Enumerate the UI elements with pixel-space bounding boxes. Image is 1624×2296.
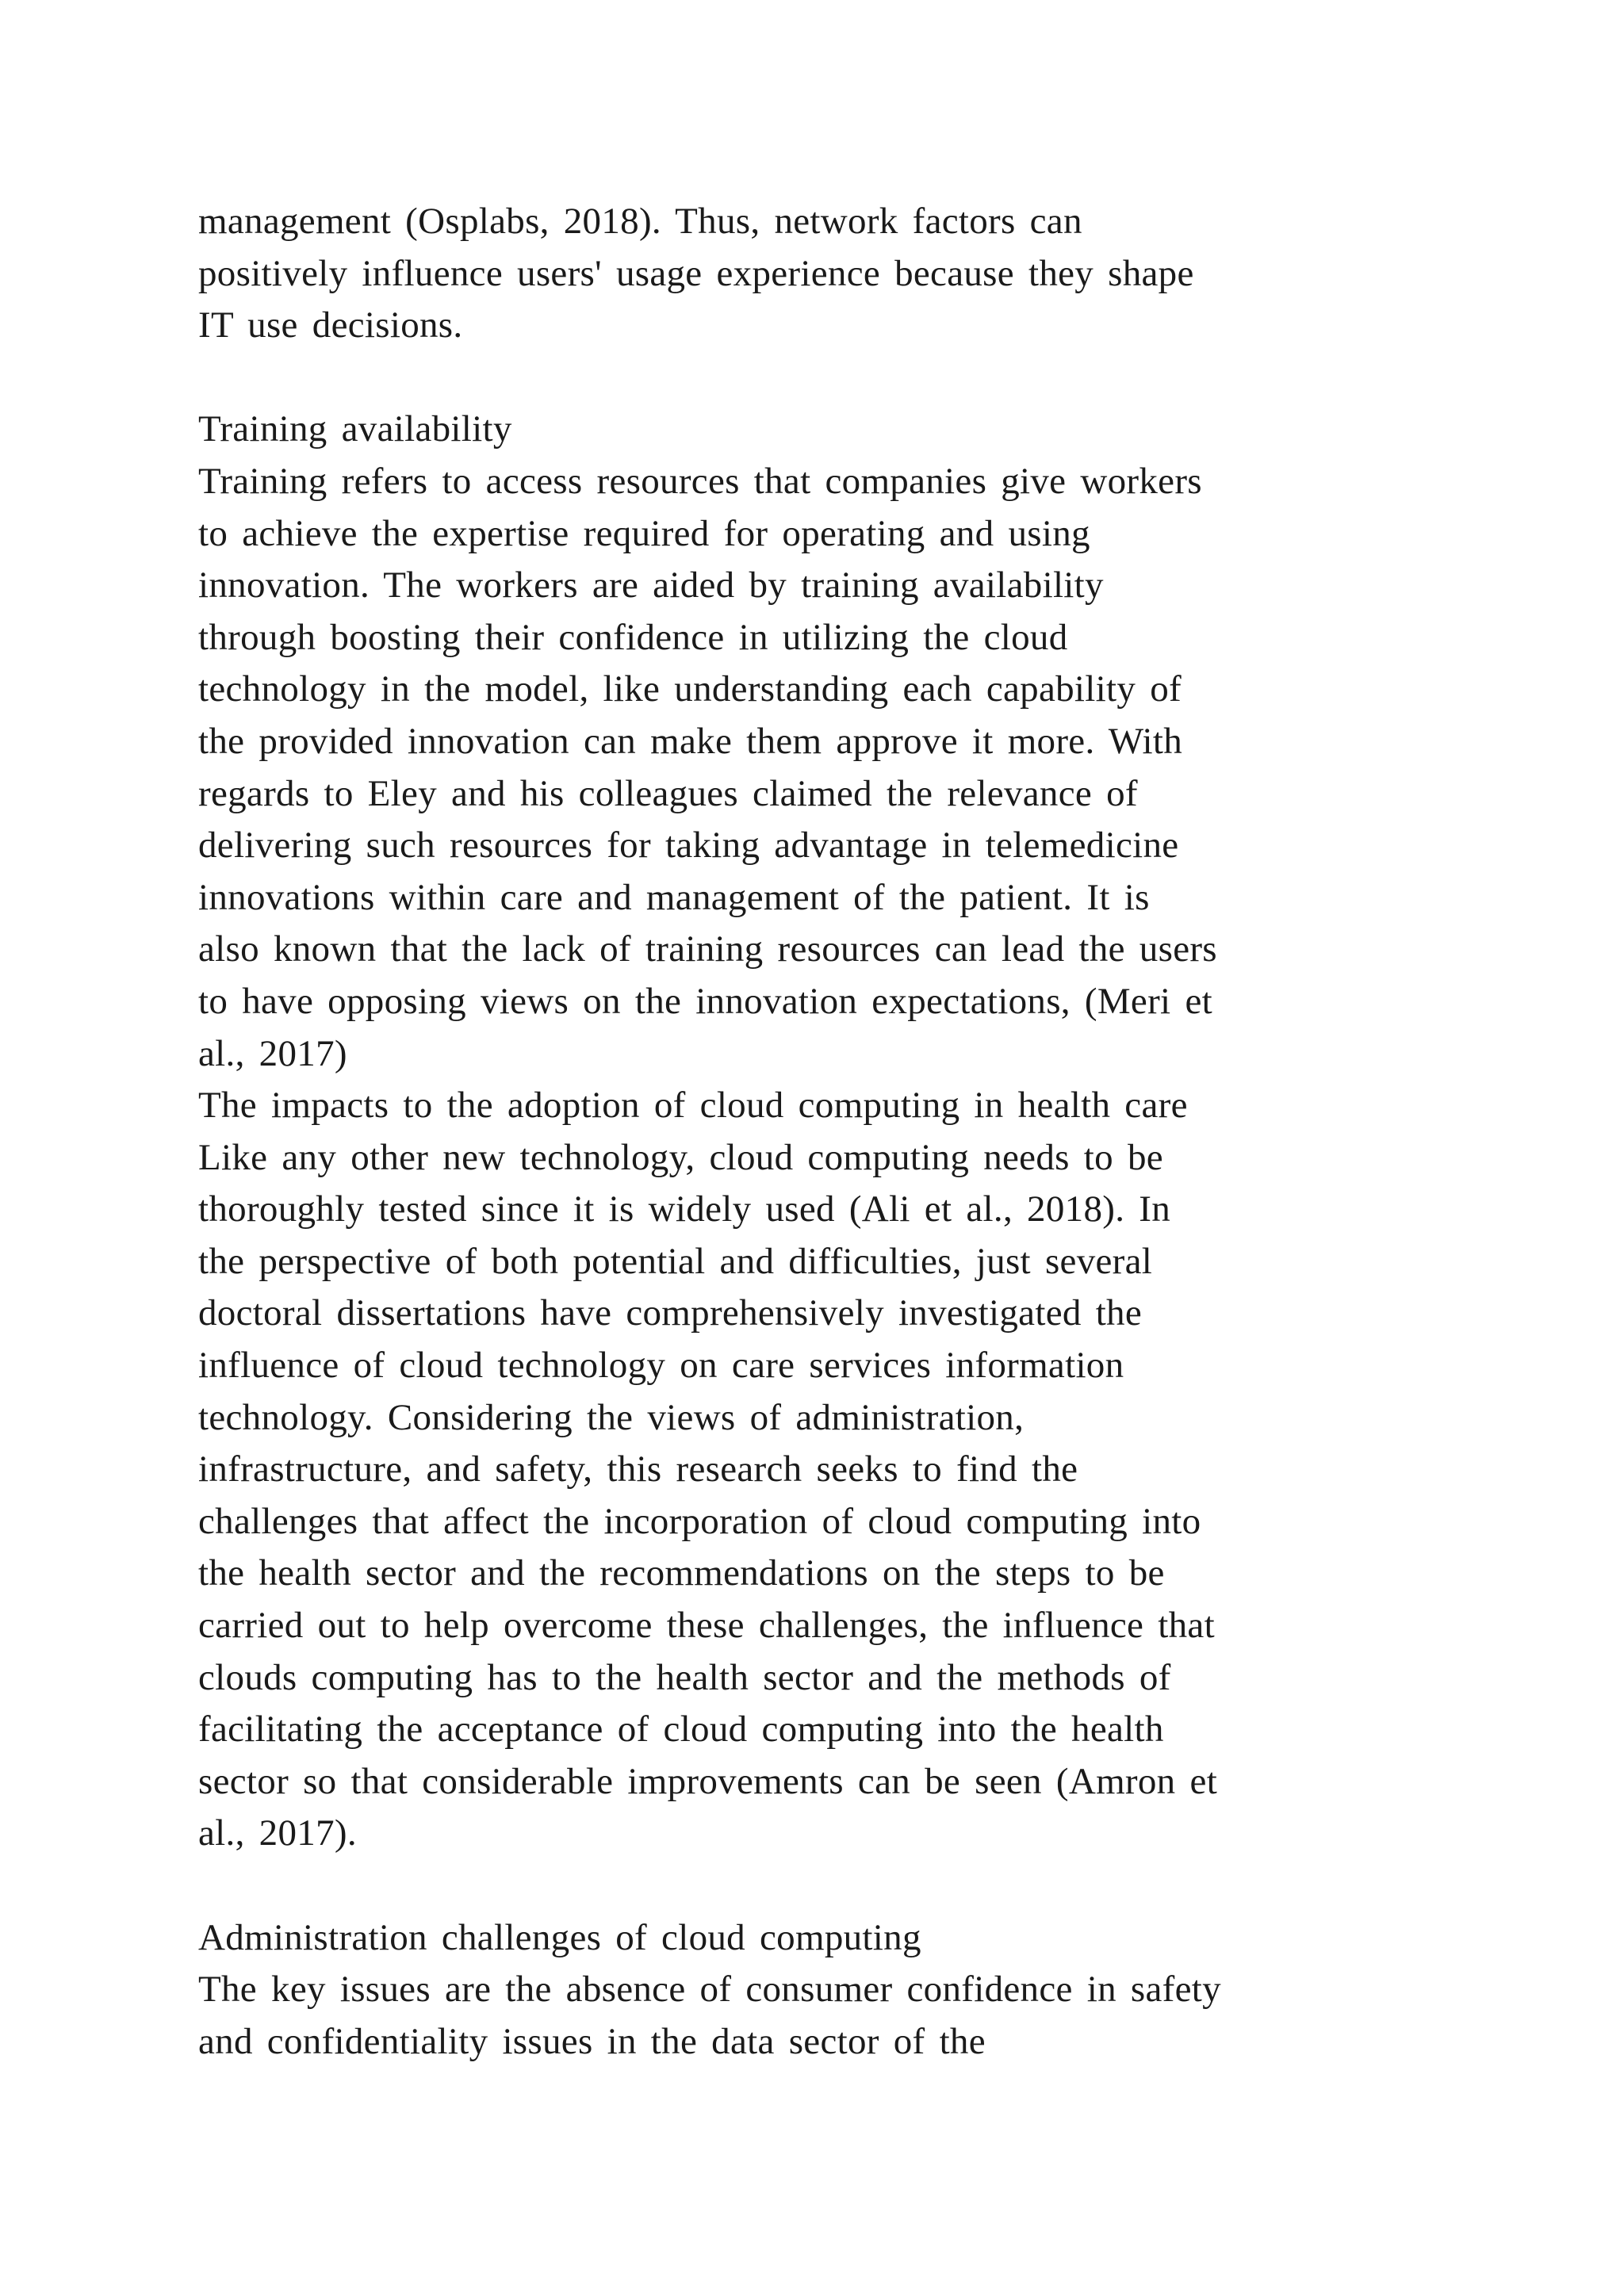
text-line: doctoral dissertations have comprehensively investigated the xyxy=(198,1292,1143,1334)
text-line: infrastructure, and safety, this research seeks to find the xyxy=(198,1448,1078,1490)
text-line: the provided innovation can make them approve it more. With xyxy=(198,720,1183,762)
text-line: thoroughly tested since it is widely used (Ali et al., 2018). In xyxy=(198,1188,1171,1230)
text-line: and confidentiality issues in the data sector of the xyxy=(198,2020,986,2062)
text-line: the health sector and the recommendations on the steps to be xyxy=(198,1552,1165,1594)
text-line: sector so that considerable improvements can be seen (Amron et xyxy=(198,1760,1218,1802)
text-line: delivering such resources for taking advantage in telemedicine xyxy=(198,825,1179,867)
text-line: carried out to help overcome these challenges, the influence that xyxy=(198,1605,1215,1647)
section-heading-administration-challenges: Administration challenges of cloud computing xyxy=(198,1916,921,1958)
text-line: The key issues are the absence of consumer confidence in safety xyxy=(198,1969,1221,2011)
text-line: Like any other new technology, cloud computing needs to be xyxy=(198,1136,1163,1178)
text-line: through boosting their confidence in utilizing the cloud xyxy=(198,616,1068,658)
text-line: regards to Eley and his colleagues claimed the relevance of xyxy=(198,772,1138,814)
text-line: innovations within care and management of the patient. It is xyxy=(198,876,1150,918)
text-line: clouds computing has to the health sector and the methods of xyxy=(198,1656,1171,1698)
text-line: management (Osplabs, 2018). Thus, network factors can xyxy=(198,201,1082,242)
text-line: technology. Considering the views of administration, xyxy=(198,1396,1025,1438)
document-body xyxy=(198,196,1515,2068)
text-line: Training refers to access resources that companies give workers xyxy=(198,460,1202,502)
paragraph-gap xyxy=(198,1860,1515,1912)
text-line: the perspective of both potential and difficulties, just several xyxy=(198,1240,1153,1282)
section-heading-training-availability: Training availability xyxy=(198,408,512,450)
paragraph-gap xyxy=(198,352,1515,404)
section-heading-cloud-adoption-impacts: The impacts to the adoption of cloud computing in health care xyxy=(198,1085,1188,1127)
text-line: innovation. The workers are aided by training availability xyxy=(198,564,1104,607)
text-line: influence of cloud technology on care services information xyxy=(198,1345,1124,1387)
text-line: al., 2017). xyxy=(198,1812,357,1854)
text-line: to have opposing views on the innovation expectations, (Meri et xyxy=(198,980,1212,1022)
text-line: facilitating the acceptance of cloud computing into the health xyxy=(198,1709,1164,1751)
text-line: IT use decisions. xyxy=(198,304,463,346)
text-line: technology in the model, like understanding each capability of xyxy=(198,668,1182,710)
text-line: to achieve the expertise required for operating and using xyxy=(198,512,1090,554)
text-line: challenges that affect the incorporation of cloud computing into xyxy=(198,1500,1201,1542)
text-line: positively influence users' usage experience because they shape xyxy=(198,252,1194,294)
text-line: al., 2017) xyxy=(198,1032,347,1074)
text-line: also known that the lack of training resources can lead the users xyxy=(198,928,1217,970)
